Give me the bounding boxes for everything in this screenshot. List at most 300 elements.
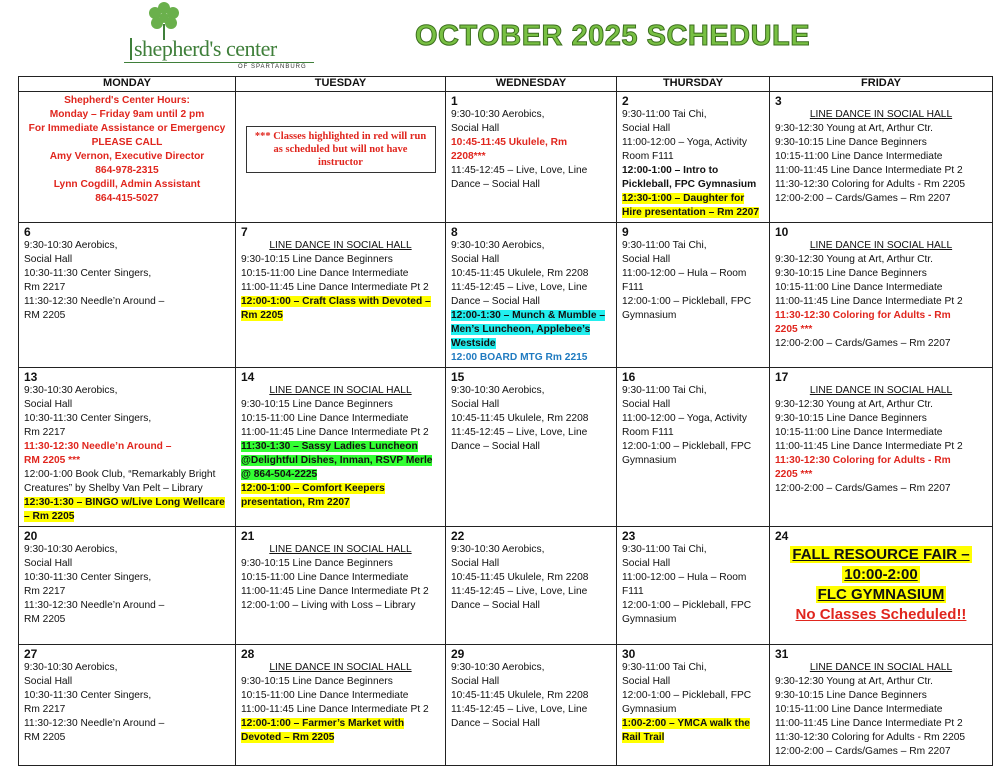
entry-text: Rm 2217 [24, 282, 66, 293]
schedule-entry [241, 703, 440, 717]
entry-text: Rm 2217 [24, 704, 66, 715]
entry-text: 12:00-1:00 – Intro to [622, 165, 719, 176]
entry-text: Social Hall [451, 123, 500, 134]
schedule-entry [451, 267, 611, 281]
day-header: MONDAY [19, 77, 236, 92]
day-number: 14 [241, 370, 255, 384]
entry-text: 11:45-12:45 – Live, Love, Line [451, 427, 588, 438]
day-cell [770, 223, 993, 368]
entry-text: 12:00-2:00 – Cards/Games – Rm 2207 [775, 338, 951, 349]
line-dance-heading [241, 384, 440, 398]
schedule-entry [241, 585, 440, 599]
entry-text: LINE DANCE IN SOCIAL HALL [809, 240, 953, 251]
schedule-entry [622, 543, 764, 557]
schedule-entry [622, 731, 764, 745]
schedule-entry [241, 731, 440, 745]
day-cell [446, 92, 617, 223]
schedule-entry [775, 717, 987, 731]
schedule-entry [775, 703, 987, 717]
entry-text: 12:00-1:30 – Munch & Mumble – [451, 310, 605, 321]
entry-text: Rail Trail [622, 732, 665, 743]
schedule-entry [622, 164, 764, 178]
entry-text: 9:30-11:00 Tai Chi, [622, 385, 707, 396]
schedule-entry [451, 150, 611, 164]
day-number: 13 [24, 370, 38, 384]
entry-text: 9:30-11:00 Tai Chi, [622, 544, 707, 555]
schedule-entry [775, 745, 987, 759]
schedule-entry [622, 689, 764, 703]
entry-text: 11:00-11:45 Line Dance Intermediate Pt 2 [775, 296, 963, 307]
day-cell [446, 645, 617, 766]
line-dance-heading [241, 543, 440, 557]
schedule-entry [24, 557, 230, 571]
entry-text: Rm 2205 [241, 310, 283, 321]
week-row [19, 223, 993, 368]
schedule-entry [775, 267, 987, 281]
entry-text: Social Hall [451, 399, 500, 410]
center-info-line: Amy Vernon, Executive Director [49, 151, 205, 162]
fair-line [775, 565, 987, 585]
entry-text: 12:00-1:00 – Pickleball, FPC [622, 441, 752, 452]
schedule-entry [24, 510, 230, 524]
schedule-entry [451, 323, 611, 337]
day-cell [617, 645, 770, 766]
entry-text: 12:00 BOARD MTG Rm 2215 [451, 352, 588, 363]
day-number: 27 [24, 647, 38, 661]
entry-text: Westside [451, 338, 496, 349]
schedule-entry [775, 337, 987, 351]
entry-text: Dance – Social Hall [451, 179, 540, 190]
entry-text: Dance – Social Hall [451, 718, 540, 729]
schedule-entry [775, 689, 987, 703]
entry-text: 11:30-1:30 – Sassy Ladies Luncheon [241, 441, 418, 452]
schedule-entry [241, 440, 440, 454]
entry-text: @ 864-504-2225 [241, 469, 318, 480]
schedule-table [18, 76, 993, 766]
entry-text: Room F111 [622, 151, 674, 162]
entry-text: Social Hall [24, 254, 73, 265]
fair-line-text: 10:00-2:00 [844, 566, 918, 583]
day-cell [446, 223, 617, 368]
fair-line [775, 585, 987, 605]
entry-text: Social Hall [451, 676, 500, 687]
week-row [19, 645, 993, 766]
schedule-entry [622, 239, 764, 253]
entry-text: F111 [622, 586, 644, 597]
center-info-line: For Immediate Assistance or Emergency [28, 123, 226, 134]
schedule-entry [775, 309, 987, 323]
day-number: 30 [622, 647, 636, 661]
entry-text: 9:30-11:00 Tai Chi, [622, 662, 707, 673]
entry-text: 9:30-10:15 Line Dance Beginners [775, 137, 927, 148]
week-row [19, 368, 993, 527]
schedule-entry [775, 440, 987, 454]
entry-text: 10:30-11:30 Center Singers, [24, 572, 152, 583]
schedule-entry [451, 384, 611, 398]
resource-fair-banner [775, 545, 987, 625]
entry-text: 9:30-10:15 Line Dance Beginners [241, 558, 393, 569]
schedule-entry [451, 543, 611, 557]
entry-text: Social Hall [622, 254, 671, 265]
schedule-entry [24, 703, 230, 717]
schedule-entry [622, 675, 764, 689]
schedule-entry [24, 281, 230, 295]
entry-text: 11:00-11:45 Line Dance Intermediate Pt 2 [241, 282, 429, 293]
schedule-entry [451, 571, 611, 585]
page-title: OCTOBER 2025 SCHEDULE [415, 20, 811, 52]
schedule-entry [451, 440, 611, 454]
line-dance-heading [775, 239, 987, 253]
schedule-entry [451, 253, 611, 267]
schedule-entry [451, 136, 611, 150]
entry-text: Gymnasium [622, 455, 677, 466]
entry-text: 12:30-1:30 – BINGO w/Live Long Wellcare [24, 497, 225, 508]
entry-text: Dance – Social Hall [451, 600, 540, 611]
schedule-entry [775, 192, 987, 206]
entry-text: 9:30-11:00 Tai Chi, [622, 240, 707, 251]
entry-text: 11:30-12:30 Needle’n Around – [24, 718, 165, 729]
schedule-entry [241, 717, 440, 731]
entry-text: 12:30-1:00 – Daughter for [622, 193, 745, 204]
entry-text: 10:15-11:00 Line Dance Intermediate [241, 690, 409, 701]
entry-text: 12:00-1:00 – Comfort Keepers [241, 483, 385, 494]
schedule-entry [24, 496, 230, 510]
day-cell [446, 527, 617, 645]
entry-text: Social Hall [622, 558, 671, 569]
entry-text: 9:30-10:30 Aerobics, [451, 662, 545, 673]
day-number: 6 [24, 225, 31, 239]
day-header: THURSDAY [617, 77, 770, 92]
entry-text: Gymnasium [622, 704, 677, 715]
entry-text: 10:15-11:00 Line Dance Intermediate [241, 268, 409, 279]
schedule-entry [24, 689, 230, 703]
entry-text: F111 [622, 282, 644, 293]
entry-text: 12:00-1:00 – Farmer’s Market with [241, 718, 405, 729]
entry-text: 11:00-11:45 Line Dance Intermediate Pt 2 [775, 441, 963, 452]
day-cell [617, 223, 770, 368]
day-number: 16 [622, 370, 636, 384]
schedule-entry [241, 267, 440, 281]
schedule-entry [775, 178, 987, 192]
entry-text: 12:00-2:00 – Cards/Games – Rm 2207 [775, 746, 951, 757]
schedule-entry [24, 585, 230, 599]
schedule-entry [451, 295, 611, 309]
entry-text: 12:00-1:00 – Pickleball, FPC [622, 690, 752, 701]
schedule-entry [622, 426, 764, 440]
entry-text: 9:30-10:30 Aerobics, [24, 240, 118, 251]
entry-text: 10:45-11:45 Ukulele, Rm [451, 137, 568, 148]
schedule-entry [24, 267, 230, 281]
schedule-entry [622, 309, 764, 323]
schedule-entry [775, 164, 987, 178]
schedule-entry [24, 295, 230, 309]
schedule-entry [241, 571, 440, 585]
schedule-entry [451, 122, 611, 136]
entry-text: RM 2205 [24, 614, 66, 625]
schedule-entry [451, 585, 611, 599]
schedule-entry [622, 253, 764, 267]
day-cell [236, 223, 446, 368]
week-row [19, 527, 993, 645]
entry-text: Rm 2217 [24, 586, 66, 597]
schedule-entry [622, 281, 764, 295]
schedule-entry [451, 351, 611, 365]
day-number: 10 [775, 225, 789, 239]
line-dance-heading [241, 661, 440, 675]
schedule-entry [622, 585, 764, 599]
schedule-entry [241, 675, 440, 689]
schedule-entry [775, 253, 987, 267]
day-number: 1 [451, 94, 458, 108]
schedule-entry [451, 309, 611, 323]
entry-text: 10:15-11:00 Line Dance Intermediate [775, 427, 943, 438]
entry-text: 9:30-12:30 Young at Art, Arthur Ctr. [775, 123, 934, 134]
schedule-entry [451, 108, 611, 122]
entry-text: 2208*** [451, 151, 486, 162]
schedule-entry [775, 323, 987, 337]
schedule-entry [622, 571, 764, 585]
fair-line [775, 545, 987, 565]
entry-text: RM 2205 [24, 732, 66, 743]
schedule-entry [622, 295, 764, 309]
schedule-entry [241, 557, 440, 571]
day-number: 23 [622, 529, 636, 543]
schedule-entry [622, 178, 764, 192]
entry-text: 9:30-10:15 Line Dance Beginners [775, 690, 927, 701]
center-info-line: PLEASE CALL [91, 137, 163, 148]
entry-text: 9:30-10:30 Aerobics, [451, 544, 545, 555]
entry-text: 10:30-11:30 Center Singers, [24, 690, 152, 701]
entry-text: 11:00-11:45 Line Dance Intermediate Pt 2 [775, 165, 963, 176]
schedule-entry [775, 426, 987, 440]
schedule-entry [451, 239, 611, 253]
entry-text: 11:30-12:30 Needle’n Around – [24, 441, 172, 452]
entry-text: 11:30-12:30 Coloring for Adults - Rm [775, 455, 951, 466]
schedule-entry [622, 122, 764, 136]
entry-text: 11:00-11:45 Line Dance Intermediate Pt 2 [241, 704, 429, 715]
line-dance-heading [775, 384, 987, 398]
entry-text: 11:00-11:45 Line Dance Intermediate Pt 2 [775, 718, 963, 729]
entry-text: 11:00-11:45 Line Dance Intermediate Pt 2 [241, 427, 429, 438]
entry-text: Social Hall [24, 399, 73, 410]
schedule-entry [622, 440, 764, 454]
schedule-entry [24, 731, 230, 745]
schedule-entry [622, 150, 764, 164]
schedule-entry [241, 496, 440, 510]
schedule-entry [622, 703, 764, 717]
entry-text: 11:00-12:00 – Yoga, Activity [622, 413, 747, 424]
entry-text: 9:30-10:15 Line Dance Beginners [775, 268, 927, 279]
day-cell [236, 368, 446, 527]
schedule-entry [775, 150, 987, 164]
schedule-entry [241, 482, 440, 496]
schedule-entry [24, 412, 230, 426]
schedule-entry [24, 426, 230, 440]
entry-text: LINE DANCE IN SOCIAL HALL [269, 240, 412, 251]
center-info-cell [19, 92, 236, 223]
entry-text: Gymnasium [622, 310, 677, 321]
day-header: FRIDAY [770, 77, 993, 92]
schedule-entry [451, 717, 611, 731]
schedule-entry [622, 613, 764, 627]
schedule-entry [622, 599, 764, 613]
day-cell [236, 527, 446, 645]
schedule-entry [451, 426, 611, 440]
schedule-entry [241, 398, 440, 412]
entry-text: 11:00-12:00 – Yoga, Activity [622, 137, 747, 148]
entry-text: 12:00-1:00 – Pickleball, FPC [622, 296, 752, 307]
schedule-entry [775, 122, 987, 136]
schedule-entry [622, 661, 764, 675]
entry-text: 11:30-12:30 Coloring for Adults - Rm 2205 [775, 732, 966, 743]
entry-text: 1:00-2:00 – YMCA walk the [622, 718, 750, 729]
day-number: 3 [775, 94, 782, 108]
center-info-line: Monday – Friday 9am until 2 pm [49, 109, 205, 120]
schedule-entry [775, 482, 987, 496]
schedule-entry [775, 281, 987, 295]
entry-text: 9:30-10:30 Aerobics, [24, 662, 118, 673]
entry-text: 10:15-11:00 Line Dance Intermediate [775, 282, 943, 293]
entry-text: – Rm 2205 [24, 511, 75, 522]
schedule-entry [775, 454, 987, 468]
day-cell [236, 645, 446, 766]
day-cell [770, 92, 993, 223]
schedule-entry [241, 468, 440, 482]
entry-text: 12:00-1:00 Book Club, “Remarkably Bright [24, 469, 216, 480]
schedule-entry [451, 412, 611, 426]
entry-text: 11:30-12:30 Coloring for Adults - Rm 2205 [775, 179, 966, 190]
entry-text: Social Hall [451, 254, 500, 265]
entry-text: 9:30-12:30 Young at Art, Arthur Ctr. [775, 676, 934, 687]
day-number: 21 [241, 529, 255, 543]
week-row [19, 92, 993, 223]
schedule-entry [775, 468, 987, 482]
entry-text: 9:30-10:15 Line Dance Beginners [775, 413, 927, 424]
entry-text: 9:30-10:15 Line Dance Beginners [241, 254, 393, 265]
entry-text: 12:00-1:00 – Pickleball, FPC [622, 600, 752, 611]
schedule-entry [451, 337, 611, 351]
fair-line-text: FLC GYMNASIUM [817, 586, 945, 603]
entry-text: 11:45-12:45 – Live, Love, Line [451, 282, 588, 293]
day-header: WEDNESDAY [446, 77, 617, 92]
entry-text: 11:30-12:30 Needle’n Around – [24, 600, 165, 611]
schedule-entry [622, 557, 764, 571]
schedule-entry [241, 689, 440, 703]
entry-text: 9:30-10:30 Aerobics, [451, 240, 545, 251]
schedule-entry [622, 398, 764, 412]
entry-text: LINE DANCE IN SOCIAL HALL [809, 109, 953, 120]
entry-text: Devoted – Rm 2205 [241, 732, 335, 743]
entry-text: 11:30-12:30 Coloring for Adults - Rm [775, 310, 951, 321]
entry-text: 10:15-11:00 Line Dance Intermediate [775, 151, 943, 162]
schedule-entry [241, 426, 440, 440]
entry-text: Hire presentation – Rm 2207 [622, 207, 760, 218]
schedule-entry [24, 482, 230, 496]
center-info-line: Shepherd's Center Hours: [64, 95, 190, 106]
day-cell [770, 368, 993, 527]
schedule-entry [775, 398, 987, 412]
schedule-entry [622, 192, 764, 206]
day-number: 15 [451, 370, 465, 384]
entry-text: LINE DANCE IN SOCIAL HALL [809, 662, 953, 673]
entry-text: 11:45-12:45 – Live, Love, Line [451, 586, 588, 597]
weekday-header-row [19, 77, 993, 92]
schedule-entry [24, 253, 230, 267]
schedule-entry [622, 136, 764, 150]
schedule-entry [24, 398, 230, 412]
schedule-entry [24, 717, 230, 731]
logo-rule [124, 62, 314, 63]
entry-text: Men’s Luncheon, Applebee’s [451, 324, 591, 335]
schedule-entry [622, 108, 764, 122]
day-number: 31 [775, 647, 789, 661]
schedule-entry [775, 675, 987, 689]
day-cell [19, 368, 236, 527]
schedule-entry [24, 468, 230, 482]
notice-cell [236, 92, 446, 223]
schedule-entry [775, 412, 987, 426]
entry-text: 12:00-1:00 – Craft Class with Devoted – [241, 296, 431, 307]
schedule-entry [451, 661, 611, 675]
entry-text: 11:00-12:00 – Hula – Room [622, 572, 747, 583]
day-cell [19, 527, 236, 645]
entry-text: Dance – Social Hall [451, 296, 540, 307]
schedule-entry [24, 599, 230, 613]
day-header: TUESDAY [236, 77, 446, 92]
schedule-entry [241, 253, 440, 267]
entry-text: 11:45-12:45 – Live, Love, Line [451, 165, 588, 176]
schedule-entry [775, 295, 987, 309]
schedule-entry [241, 295, 440, 309]
day-cell [19, 223, 236, 368]
entry-text: 10:45-11:45 Ukulele, Rm 2208 [451, 268, 589, 279]
day-number: 24 [775, 529, 789, 543]
schedule-entry [451, 557, 611, 571]
instructor-notice: *** Classes highlighted in red will run as scheduled but will not have instructor [246, 126, 436, 173]
day-number: 8 [451, 225, 458, 239]
entry-text: Pickleball, FPC Gymnasium [622, 179, 757, 190]
schedule-entry [241, 454, 440, 468]
fair-line-text: FALL RESOURCE FAIR – [792, 546, 970, 563]
entry-text: LINE DANCE IN SOCIAL HALL [269, 662, 412, 673]
schedule-entry [24, 543, 230, 557]
schedule-entry [451, 675, 611, 689]
entry-text: @Delightful Dishes, Inman, RSVP Merle [241, 455, 433, 466]
day-number: 2 [622, 94, 629, 108]
entry-text: Gymnasium [622, 614, 677, 625]
entry-text: Social Hall [622, 123, 671, 134]
entry-text: 9:30-10:15 Line Dance Beginners [241, 676, 393, 687]
entry-text: 10:30-11:30 Center Singers, [24, 413, 152, 424]
schedule-entry [622, 206, 764, 220]
fair-line [775, 605, 987, 625]
day-cell [617, 368, 770, 527]
entry-text: Creatures” by Shelby Van Pelt – Library [24, 483, 203, 494]
schedule-entry [451, 689, 611, 703]
schedule-entry [24, 571, 230, 585]
entry-text: presentation, Rm 2207 [241, 497, 350, 508]
entry-text: 9:30-10:30 Aerobics, [451, 109, 545, 120]
entry-text: Dance – Social Hall [451, 441, 540, 452]
center-info-line: 864-415-5027 [95, 193, 159, 204]
day-number: 9 [622, 225, 629, 239]
day-number: 17 [775, 370, 789, 384]
schedule-entry [241, 599, 440, 613]
entry-text: 2205 *** [775, 469, 813, 480]
day-number: 28 [241, 647, 255, 661]
entry-text: 11:00-12:00 – Hula – Room [622, 268, 747, 279]
logo-subtitle: OF SPARTANBURG [238, 64, 307, 70]
